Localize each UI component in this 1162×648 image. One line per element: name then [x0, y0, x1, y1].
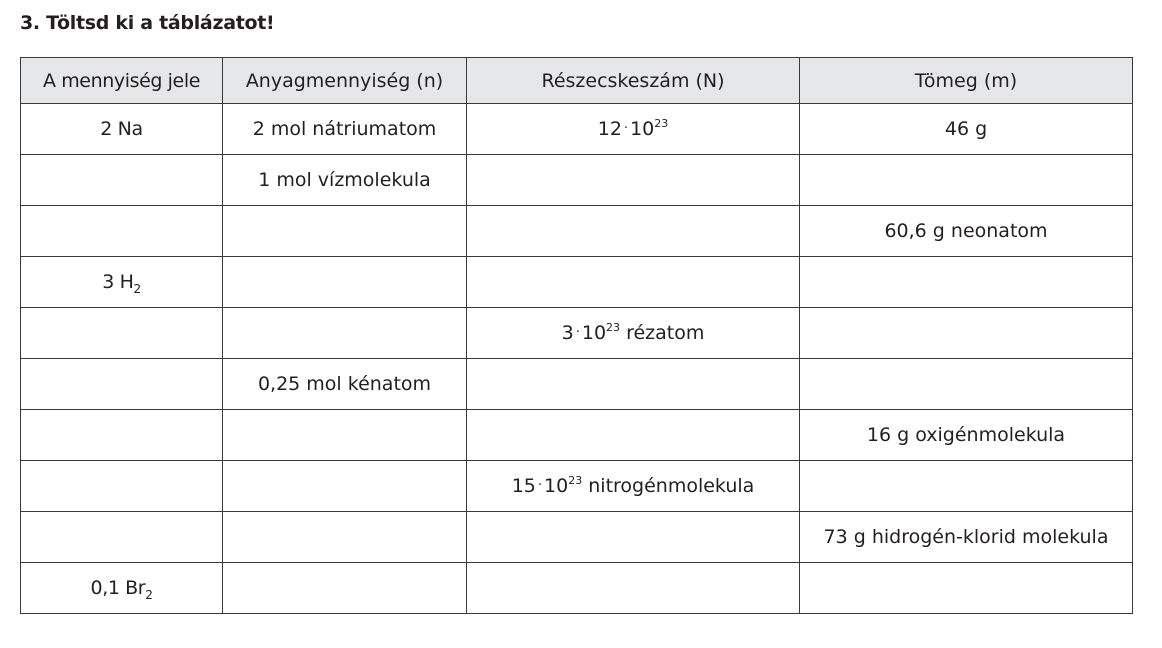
multiply-dot-icon: · [575, 325, 580, 340]
symbol-cell[interactable] [21, 257, 223, 308]
cell-content [562, 322, 705, 344]
exponent: 23 [606, 321, 621, 334]
symbol-cell[interactable] [21, 461, 223, 512]
mass-cell[interactable] [800, 206, 1133, 257]
mass-cell[interactable] [800, 512, 1133, 563]
symbol-cell[interactable] [21, 512, 223, 563]
amount-cell[interactable] [223, 512, 467, 563]
symbol-cell[interactable] [21, 410, 223, 461]
cell-content [945, 118, 987, 140]
cell-text: 60,6 g neonatom [884, 220, 1048, 242]
cell-text: 46 g [944, 118, 988, 140]
mass-cell[interactable] [800, 308, 1133, 359]
mass-cell[interactable] [800, 104, 1133, 155]
multiply-dot-icon: · [537, 478, 543, 493]
coefficient: 12 [597, 118, 622, 140]
cell-text: 2 mol nátriumatom [252, 118, 437, 140]
cell-content [258, 169, 431, 191]
table-row [21, 512, 1133, 563]
particle-count-cell[interactable] [467, 308, 800, 359]
particle-count-cell[interactable] [467, 104, 800, 155]
cell-content [512, 475, 755, 497]
mass-cell[interactable] [800, 359, 1133, 410]
cell-text: 73 g hidrogén-klorid molekula [823, 526, 1109, 548]
symbol-cell[interactable] [21, 563, 223, 614]
amount-cell[interactable] [223, 563, 467, 614]
cell-content [102, 271, 141, 296]
particle-count-cell[interactable] [467, 206, 800, 257]
task-title: 3. Töltsd ki a táblázatot! [20, 12, 275, 34]
symbol-cell[interactable] [21, 104, 223, 155]
amount-cell[interactable] [223, 461, 467, 512]
cell-content [598, 118, 669, 140]
exponent: 23 [568, 474, 583, 487]
symbol-cell[interactable] [21, 206, 223, 257]
amount-cell[interactable] [223, 206, 467, 257]
header-mass: Tömeg (m) [800, 58, 1133, 104]
cell-text: 1 mol vízmolekula [258, 169, 431, 191]
coefficient: 3 [561, 322, 574, 344]
amount-cell[interactable] [223, 359, 467, 410]
table-row [21, 359, 1133, 410]
subscript: 2 [133, 282, 141, 296]
mass-cell[interactable] [800, 257, 1133, 308]
cell-content [258, 373, 431, 395]
table-body [21, 104, 1133, 614]
header-amount: Anyagmennyiség (n) [223, 58, 467, 104]
amount-cell[interactable] [223, 308, 467, 359]
mass-cell[interactable] [800, 461, 1133, 512]
amount-cell[interactable] [223, 257, 467, 308]
amount-cell[interactable] [223, 410, 467, 461]
table-row [21, 104, 1133, 155]
table-row [21, 308, 1133, 359]
power-base: 10 [581, 322, 607, 344]
coefficient: 15 [511, 475, 536, 497]
table-row [21, 155, 1133, 206]
table-row [21, 206, 1133, 257]
mass-cell[interactable] [800, 410, 1133, 461]
cell-content [867, 424, 1065, 446]
particle-count-cell[interactable] [467, 512, 800, 563]
header-row [21, 58, 1133, 104]
cell-content [884, 220, 1047, 242]
cell-text: 3 H [102, 271, 134, 293]
amount-cell[interactable] [223, 155, 467, 206]
cell-text: nitrogénmolekula [582, 475, 755, 497]
mass-cell[interactable] [800, 155, 1133, 206]
particle-count-cell[interactable] [467, 410, 800, 461]
cell-text: 0,25 mol kénatom [257, 373, 432, 395]
cell-text: 2 Na [100, 118, 143, 140]
table-row [21, 563, 1133, 614]
particle-count-cell[interactable] [467, 155, 800, 206]
cell-text: rézatom [620, 322, 705, 344]
worksheet-table [20, 57, 1133, 614]
particle-count-cell[interactable] [467, 563, 800, 614]
power-base: 10 [630, 118, 655, 140]
particle-count-cell[interactable] [467, 359, 800, 410]
table-row [21, 257, 1133, 308]
amount-cell[interactable] [223, 104, 467, 155]
cell-content [253, 118, 437, 140]
header-symbol: A mennyiség jele [21, 58, 223, 104]
particle-count-cell[interactable] [467, 461, 800, 512]
cell-text: 0,1 Br [90, 577, 146, 599]
cell-text: 16 g oxigénmolekula [866, 424, 1066, 446]
cell-content [824, 526, 1109, 548]
symbol-cell[interactable] [21, 359, 223, 410]
cell-content [100, 118, 142, 140]
multiply-dot-icon: · [623, 121, 629, 136]
table-row [21, 461, 1133, 512]
symbol-cell[interactable] [21, 155, 223, 206]
table-row [21, 410, 1133, 461]
mass-cell[interactable] [800, 563, 1133, 614]
particle-count-cell[interactable] [467, 257, 800, 308]
symbol-cell[interactable] [21, 308, 223, 359]
subscript: 2 [145, 588, 153, 602]
power-base: 10 [544, 475, 569, 497]
header-particle-count: Részecskeszám (N) [467, 58, 800, 104]
exponent: 23 [654, 117, 669, 130]
cell-content [90, 577, 153, 602]
